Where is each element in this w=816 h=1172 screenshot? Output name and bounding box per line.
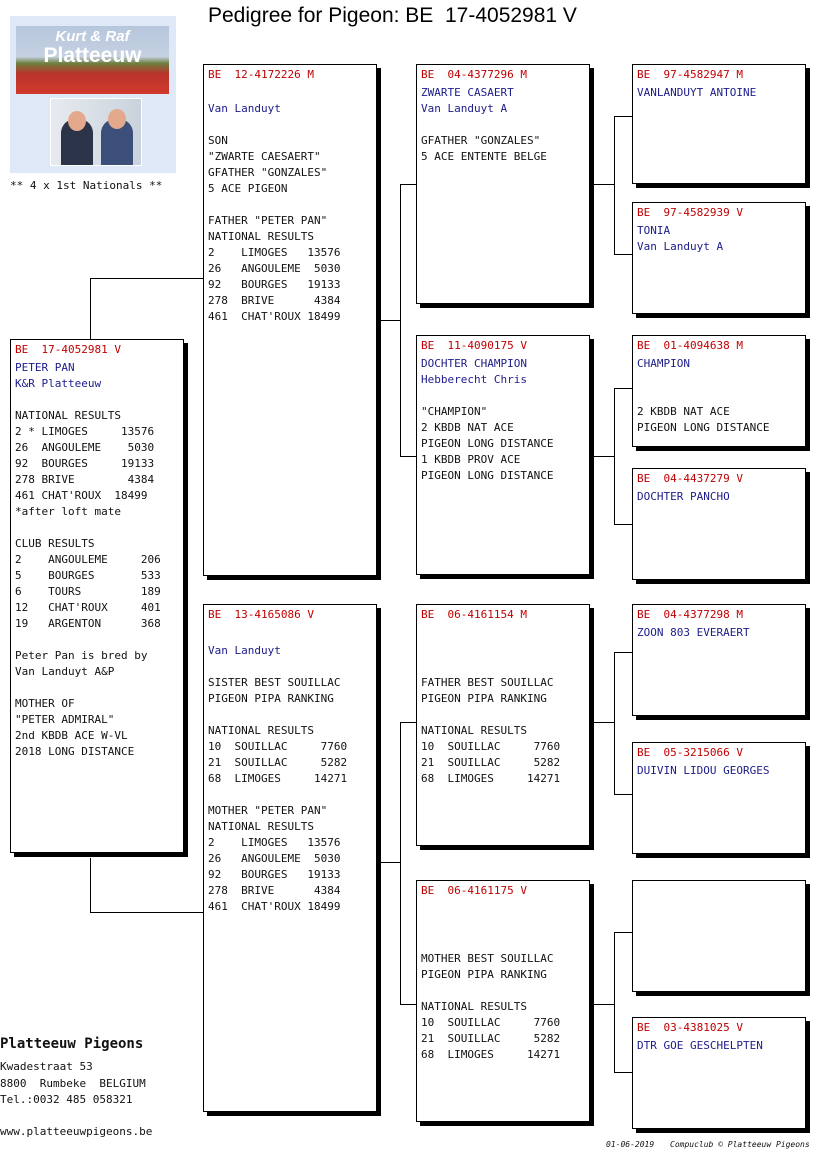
pigeon-card-ggm-4[interactable] xyxy=(632,1017,806,1129)
connector xyxy=(380,862,400,863)
connector xyxy=(614,1072,632,1073)
person-left-head xyxy=(68,111,86,131)
ring-number: BE 13-4165086 V xyxy=(208,608,314,621)
connector xyxy=(614,652,632,653)
ring-number: BE 97-4582947 M xyxy=(637,68,743,81)
connector xyxy=(614,116,615,254)
ring-number: BE 12-4172226 M xyxy=(208,68,314,81)
pigeon-card-grandmother-maternal[interactable] xyxy=(416,880,590,1122)
connector xyxy=(614,932,615,1072)
ring-number: BE 97-4582939 V xyxy=(637,206,743,219)
connector xyxy=(594,184,614,185)
pigeon-name: DTR GOE GESCHELPTEN xyxy=(637,1039,763,1052)
pigeon-notes: NATIONAL RESULTS 2 * LIMOGES 13576 26 ANGOULEME 5030 92 BOURGES 19133 278 BRIVE 4384 461 CHAT'ROUX 18499 *after loft mate CLUB RESULTS 2 ANGOULEME 206 5 BOURGES 533 6 TOURS 189 12 CHAT'ROUX 401 19 ARGENTON 368 Peter Pan is bred by Van Landuyt A&P MOTHER OF "PETER ADMIRAL" 2nd KBDB ACE W-VL 2018 LONG DISTANCE xyxy=(15,409,161,758)
pigeon-card-ggf-2[interactable] xyxy=(632,335,806,447)
connector xyxy=(400,456,416,457)
pigeon-notes: MOTHER BEST SOUILLAC PIGEON PIPA RANKING NATIONAL RESULTS 10 SOUILLAC 7760 21 SOUILLAC 5282 68 LIMOGES 14271 xyxy=(421,952,561,1061)
ring-number: BE 06-4161175 V xyxy=(421,884,527,897)
connector xyxy=(614,116,632,117)
website-link[interactable]: www.platteeuwpigeons.be xyxy=(0,1125,153,1138)
pigeon-card-ggm-2[interactable] xyxy=(632,468,806,580)
connector xyxy=(614,652,615,794)
page-title: Pedigree for Pigeon: BE 17-4052981 V xyxy=(208,4,577,27)
pigeon-notes: FATHER BEST SOUILLAC PIGEON PIPA RANKING NATIONAL RESULTS 10 SOUILLAC 7760 21 SOUILLAC 5282 68 LIMOGES 14271 xyxy=(421,676,561,785)
loft-name: Platteeuw Pigeons xyxy=(0,1036,144,1052)
pigeon-name: ZOON 803 EVERAERT xyxy=(637,626,750,639)
pigeon-notes: "CHAMPION" 2 KBDB NAT ACE PIGEON LONG DISTANCE 1 KBDB PROV ACE PIGEON LONG DISTANCE xyxy=(421,405,554,482)
pigeon-notes: SISTER BEST SOUILLAC PIGEON PIPA RANKING NATIONAL RESULTS 10 SOUILLAC 7760 21 SOUILLAC 5282 68 LIMOGES 14271 MOTHER "PETER PAN" NATIONAL RESULTS 2 LIMOGES 13576 26 ANGOULEME 5030 92 BOURGES 19133 278 BRIVE 4384 461 CHAT'ROUX 18499 xyxy=(208,676,348,913)
pigeon-card-ggf-4-empty[interactable] xyxy=(632,880,806,992)
pigeon-notes: 2 KBDB NAT ACE PIGEON LONG DISTANCE xyxy=(637,405,770,434)
connector xyxy=(90,278,91,340)
pigeon-name: DOCHTER CHAMPION Hebberecht Chris xyxy=(421,357,527,386)
pigeon-card-mother[interactable] xyxy=(203,604,377,1112)
connector xyxy=(614,388,615,524)
pigeon-name: ZWARTE CASAERT Van Landuyt A xyxy=(421,86,514,115)
pigeon-name: DOCHTER PANCHO xyxy=(637,490,730,503)
connector xyxy=(90,858,91,912)
pigeon-notes: SON "ZWARTE CAESAERT" GFATHER "GONZALES" 5 ACE PIGEON FATHER "PETER PAN" NATIONAL RESULTS 2 LIMOGES 13576 26 ANGOULEME 5030 92 BOURGES 19133 278 BRIVE 4384 461 CHAT'ROUX 18499 xyxy=(208,134,341,323)
connector xyxy=(614,524,632,525)
pigeon-name: Van Landuyt xyxy=(208,102,281,115)
logo-line1: Kurt & Raf xyxy=(55,28,130,45)
ring-number: BE 06-4161154 M xyxy=(421,608,527,621)
connector xyxy=(614,254,632,255)
pigeon-name: CHAMPION xyxy=(637,357,690,370)
logo-line2: Platteeuw xyxy=(43,44,142,67)
pigeon-card-subject[interactable] xyxy=(10,339,184,853)
connector xyxy=(614,388,632,389)
ring-number: BE 17-4052981 V xyxy=(15,343,121,356)
tagline: ** 4 x 1st Nationals ** xyxy=(10,179,163,192)
connector xyxy=(614,932,632,933)
ring-number: BE 03-4381025 V xyxy=(637,1021,743,1034)
credit: Compuclub © Platteeuw Pigeons xyxy=(670,1140,810,1149)
address-street: Kwadestraat 53 xyxy=(0,1060,93,1073)
pigeon-card-ggf-3[interactable] xyxy=(632,604,806,716)
logo xyxy=(10,16,176,173)
connector xyxy=(614,794,632,795)
connector xyxy=(400,1004,416,1005)
pigeon-name: PETER PAN K&R Platteeuw xyxy=(15,361,102,390)
ring-number: BE 01-4094638 M xyxy=(637,339,743,352)
pigeon-card-father[interactable] xyxy=(203,64,377,576)
ring-number: BE 11-4090175 V xyxy=(421,339,527,352)
connector xyxy=(380,320,400,321)
connector xyxy=(400,184,416,185)
ring-number: BE 04-4377298 M xyxy=(637,608,743,621)
ring-number: BE 04-4437279 V xyxy=(637,472,743,485)
ring-number: BE 05-3215066 V xyxy=(637,746,743,759)
pigeon-name: TONIA Van Landuyt A xyxy=(637,224,724,253)
pigeon-name: VANLANDUYT ANTOINE xyxy=(637,86,757,99)
connector xyxy=(90,912,204,913)
address-city: 8800 Rumbeke BELGIUM xyxy=(0,1077,146,1090)
telephone: Tel.:0032 485 058321 xyxy=(0,1093,133,1106)
pigeon-card-grandfather-maternal[interactable] xyxy=(416,604,590,846)
connector xyxy=(400,722,401,1004)
print-date: 01-06-2019 xyxy=(606,1140,655,1149)
connector xyxy=(90,278,204,279)
connector xyxy=(594,722,614,723)
ring-number: BE 04-4377296 M xyxy=(421,68,527,81)
owner-photo xyxy=(50,98,142,166)
connector xyxy=(400,722,416,723)
pigeon-card-ggm-1[interactable] xyxy=(632,202,806,314)
connector xyxy=(594,1004,614,1005)
pigeon-notes: GFATHER "GONZALES" 5 ACE ENTENTE BELGE xyxy=(421,134,547,163)
pigeon-name: Van Landuyt xyxy=(208,644,281,657)
pigeon-card-ggf-1[interactable] xyxy=(632,64,806,184)
pigeon-card-grandfather-paternal[interactable] xyxy=(416,64,590,304)
logo-banner xyxy=(16,26,169,94)
pigeon-card-grandmother-paternal[interactable] xyxy=(416,335,590,575)
pigeon-name: DUIVIN LIDOU GEORGES xyxy=(637,764,770,777)
person-right-head xyxy=(108,109,126,129)
pigeon-card-ggm-3[interactable] xyxy=(632,742,806,854)
connector xyxy=(594,456,614,457)
connector xyxy=(400,184,401,456)
